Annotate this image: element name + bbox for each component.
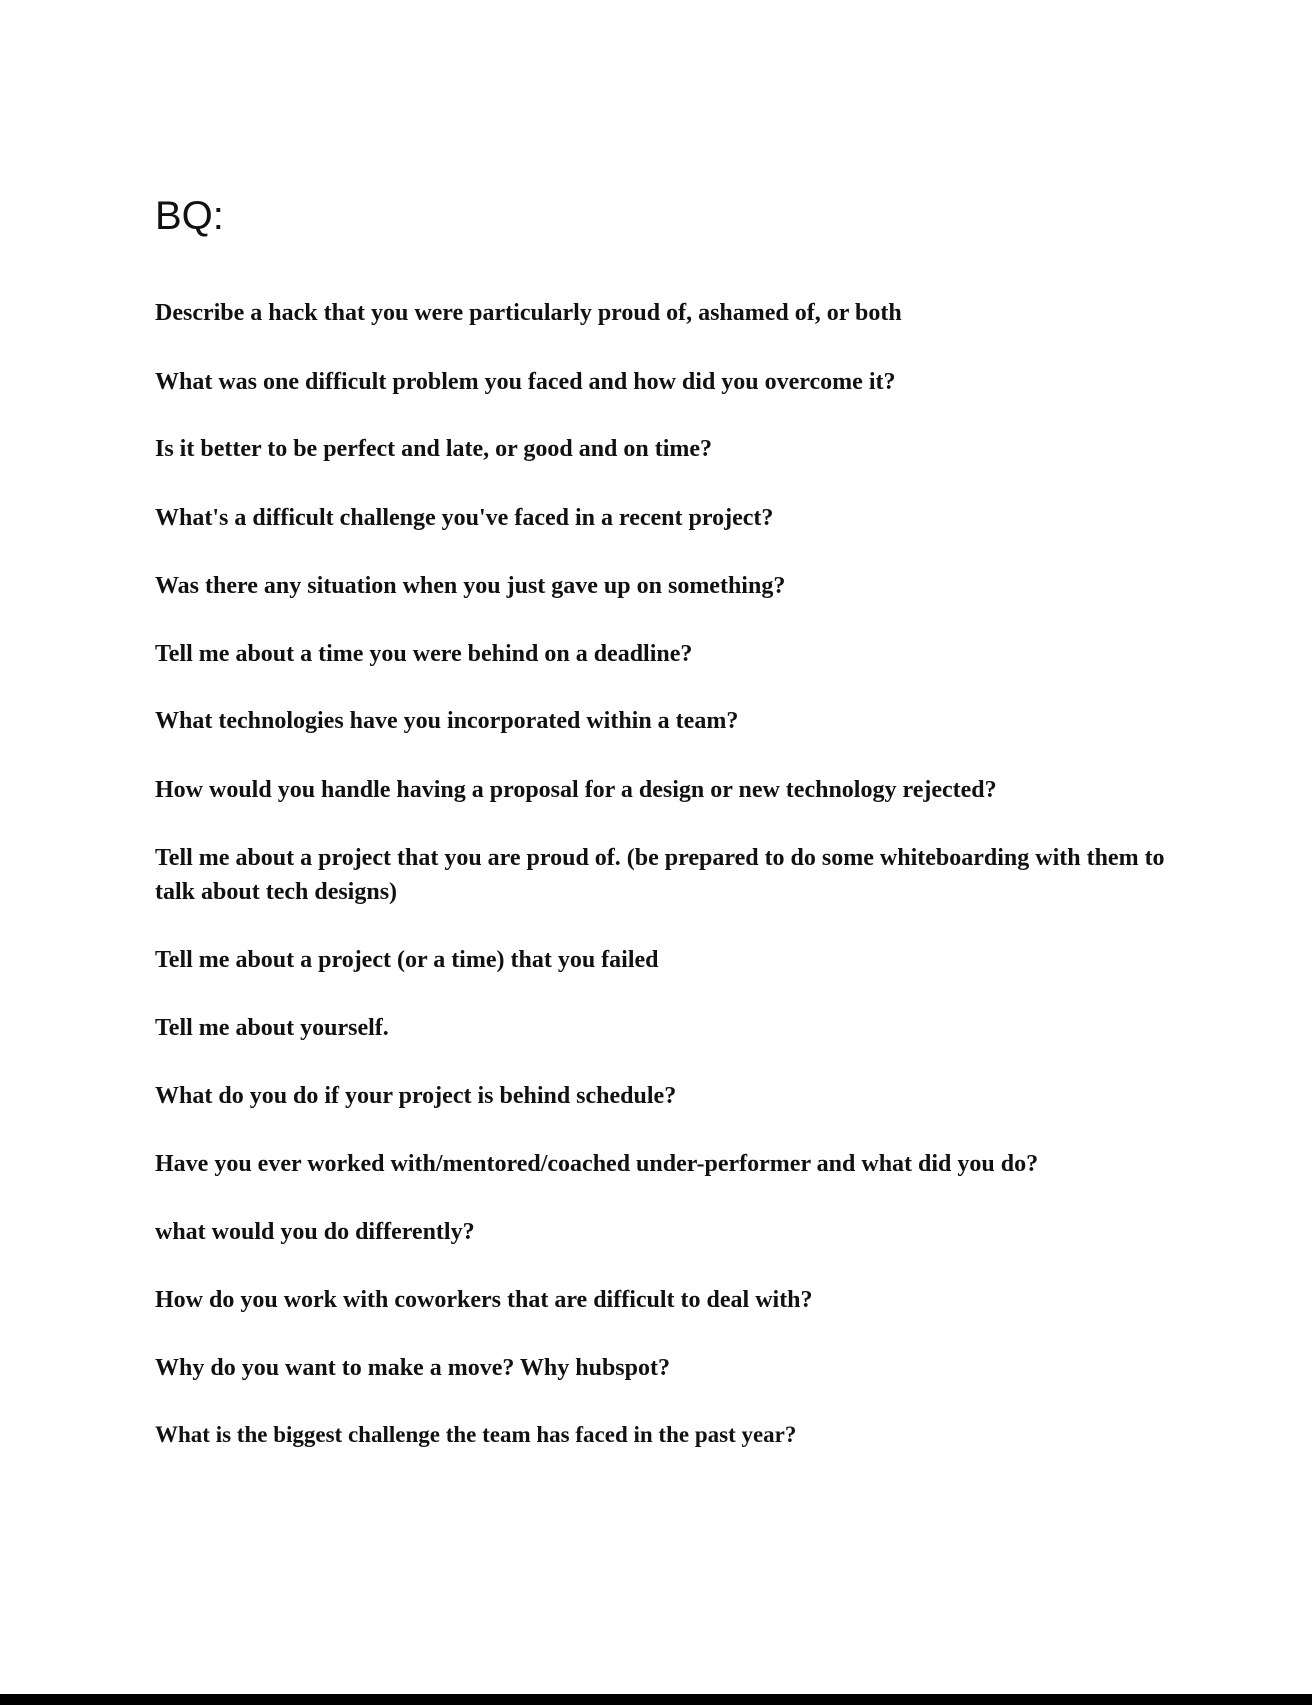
question-item: Was there any situation when you just gave up on something? — [155, 573, 786, 599]
question-item: what would you do differently? — [155, 1219, 475, 1245]
question-item: What technologies have you incorporated within a team? — [155, 708, 739, 734]
question-item: Tell me about a project (or a time) that you failed — [155, 947, 659, 973]
question-item: Tell me about yourself. — [155, 1015, 389, 1041]
page-title: BQ: — [155, 194, 224, 238]
question-item: How would you handle having a proposal for a design or new technology rejected? — [155, 777, 997, 803]
question-item: Have you ever worked with/mentored/coached under-performer and what did you do? — [155, 1151, 1039, 1177]
question-item: What's a difficult challenge you've faced in a recent project? — [155, 505, 774, 531]
question-item: Why do you want to make a move? Why hubspot? — [155, 1355, 670, 1381]
question-item: Is it better to be perfect and late, or good and on time? — [155, 436, 713, 462]
question-item: What do you do if your project is behind schedule? — [155, 1083, 677, 1109]
question-item: Describe a hack that you were particularly proud of, ashamed of, or both — [155, 300, 902, 326]
question-item: Tell me about a time you were behind on a deadline? — [155, 641, 693, 667]
question-item: What was one difficult problem you faced and how did you overcome it? — [155, 369, 896, 395]
question-item: Tell me about a project that you are proud of. (be prepared to do some whiteboarding with them to talk about tech designs) — [155, 845, 1165, 905]
question-item: How do you work with coworkers that are difficult to deal with? — [155, 1287, 813, 1313]
question-item: What is the biggest challenge the team has faced in the past year? — [155, 1422, 797, 1447]
bottom-edge-bar — [0, 1694, 1312, 1705]
